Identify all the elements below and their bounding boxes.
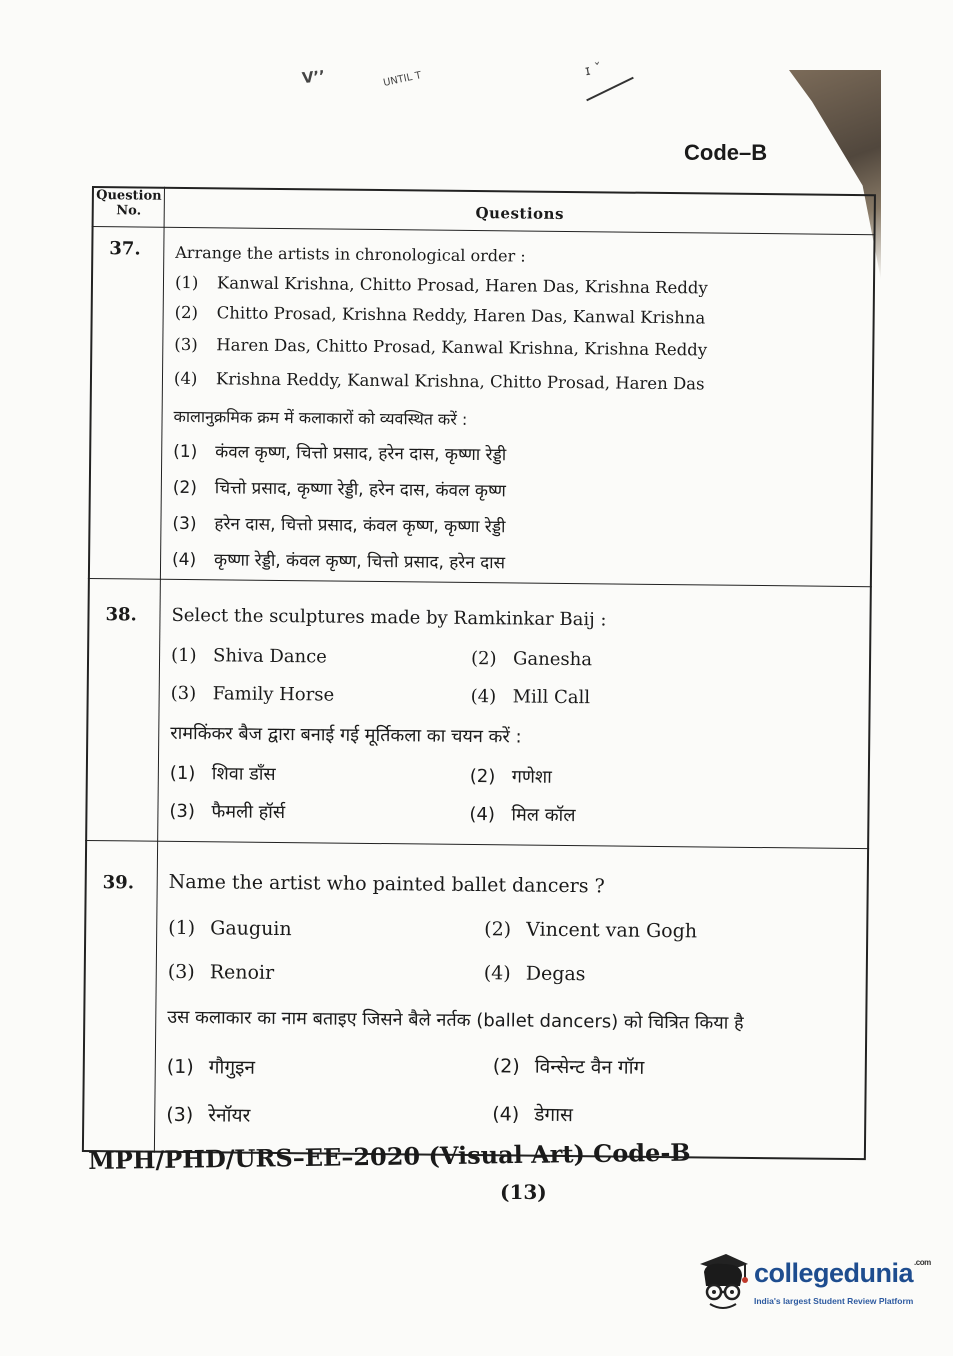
- question-text-en: Name the artist who painted ballet dancers ?: [168, 870, 605, 898]
- option-text: Kanwal Krishna, Chitto Prosad, Haren Das, Krishna Reddy: [216, 273, 708, 298]
- option-text: गौगुइन: [208, 1056, 256, 1079]
- option-number: (4): [470, 685, 497, 708]
- option: [167, 1053, 255, 1080]
- option-text: Chitto Prosad, Krishna Reddy, Haren Das, Kanwal Krishna: [216, 303, 706, 328]
- option: [172, 511, 505, 537]
- option-text: कृष्णा रेड्डी, कंवल कृष्ण, चित्तो प्रसाद, हरेन दास: [213, 550, 506, 574]
- brand-text: collegedunia: [754, 1258, 914, 1288]
- question-number: 39.: [102, 872, 135, 894]
- question-table: [82, 186, 876, 1160]
- brand-tagline: India's largest Student Review Platform: [754, 1296, 914, 1306]
- paper-code-label: Code–B: [684, 140, 768, 165]
- option-text: कंवल कृष्ण, चित्तो प्रसाद, हरेन दास, कृष्णा रेड्डी: [215, 442, 507, 466]
- option-text: मिल कॉल: [511, 804, 576, 827]
- page-number: (13): [500, 1180, 547, 1204]
- option-number: (1): [169, 762, 196, 785]
- option: [171, 683, 335, 706]
- student-mascot-icon: [696, 1250, 750, 1314]
- option-text: Krishna Reddy, Kanwal Krishna, Chitto Prosad, Haren Das: [215, 369, 705, 394]
- option-number: (4): [173, 368, 198, 389]
- option-text: विन्सेन्ट वैन गॉग: [534, 1055, 645, 1079]
- option-text: Renoir: [209, 961, 275, 984]
- option-text: चित्तो प्रसाद, कृष्णा रेड्डी, हरेन दास, कंवल कृष्ण: [214, 478, 506, 502]
- option-number: (1): [170, 644, 197, 667]
- option-number: (2): [172, 477, 198, 499]
- option: [172, 547, 505, 573]
- option-number: (3): [172, 513, 197, 535]
- option-number: (3): [166, 1103, 194, 1127]
- option: [168, 917, 292, 940]
- option-number: (2): [470, 647, 497, 670]
- option-text: फैमली हॉर्स: [211, 801, 286, 824]
- question-text-en: Arrange the artists in chronological order :: [175, 242, 526, 266]
- option-text: Degas: [525, 962, 586, 986]
- option-text: हरेन दास, चित्तो प्रसाद, कंवल कृष्ण, कृष्णा रेड्डी: [214, 514, 506, 538]
- option-text: Shiva Dance: [212, 645, 327, 668]
- option-number: (2): [469, 765, 496, 788]
- scan-pen-stroke: [586, 77, 634, 102]
- column-header-question-no: Question No.: [96, 188, 162, 219]
- option: [173, 439, 506, 465]
- option: [470, 764, 552, 789]
- option: [173, 475, 506, 501]
- option-number: (1): [173, 441, 198, 463]
- brand-name: [754, 1258, 931, 1289]
- option-text: शिवा डाँस: [211, 763, 276, 785]
- scan-mark: ᐯ’’: [301, 66, 326, 88]
- collegedunia-watermark: [696, 1250, 931, 1314]
- option: [168, 961, 275, 984]
- option-text: रेनॉयर: [208, 1104, 251, 1127]
- option-number: (1): [166, 1055, 194, 1079]
- scan-mark: ɪ ˇ: [583, 60, 603, 80]
- option: [469, 802, 575, 827]
- option-number: (3): [169, 800, 196, 823]
- option-number: (2): [484, 918, 512, 941]
- option: [492, 1100, 573, 1127]
- brand-suffix: .com: [914, 1258, 931, 1267]
- option: [169, 799, 285, 824]
- option: [484, 962, 586, 985]
- option-number: (4): [483, 962, 511, 985]
- option-number: (2): [492, 1055, 520, 1078]
- question-text-hi: उस कलाकार का नाम बताइए जिसने बैले नर्तक (ballet dancers) को चित्रित किया है: [167, 1006, 744, 1034]
- option-number: (4): [469, 803, 496, 826]
- option-number: (4): [171, 549, 197, 571]
- option-text: Mill Call: [512, 686, 591, 709]
- option-text: Family Horse: [212, 683, 335, 706]
- question-text-en: Select the sculptures made by Ramkinkar Baij :: [171, 604, 607, 631]
- option: [484, 918, 697, 942]
- option: [493, 1052, 645, 1080]
- option: [471, 648, 592, 670]
- question-text-hi: कालानुक्रमिक क्रम में कलाकारों को व्यवस्थित करें :: [173, 406, 468, 429]
- option-number: (1): [174, 272, 199, 293]
- option-number: (3): [167, 960, 195, 984]
- option-number: (3): [174, 334, 198, 355]
- question-text-hi: रामकिंकर बैज द्वारा बनाई गई मूर्तिकला का चयन करें :: [170, 722, 522, 748]
- option-text: Haren Das, Chitto Prosad, Kanwal Krishna, Krishna Reddy: [216, 335, 708, 360]
- scan-mark: UNTIL T: [382, 70, 423, 89]
- question-number: 38.: [105, 604, 137, 626]
- option-number: (1): [168, 916, 196, 940]
- column-header-questions: Questions: [475, 204, 565, 223]
- option-number: (2): [174, 302, 199, 323]
- option-text: Gauguin: [210, 917, 292, 941]
- option-text: Ganesha: [512, 648, 593, 671]
- option: [171, 645, 327, 668]
- option-number: (4): [492, 1103, 520, 1126]
- option-text: Vincent van Gogh: [526, 918, 698, 943]
- paper-footer-code: MPH/PHD/URS–EE–2020 (Visual Art) Code-B: [88, 1137, 691, 1175]
- option-text: डेगास: [534, 1103, 574, 1127]
- option-number: (3): [170, 682, 197, 705]
- question-number: 37.: [109, 238, 141, 260]
- option-text: गणेशा: [511, 766, 553, 788]
- option: [471, 686, 591, 708]
- option: [170, 761, 276, 786]
- option: [166, 1101, 250, 1128]
